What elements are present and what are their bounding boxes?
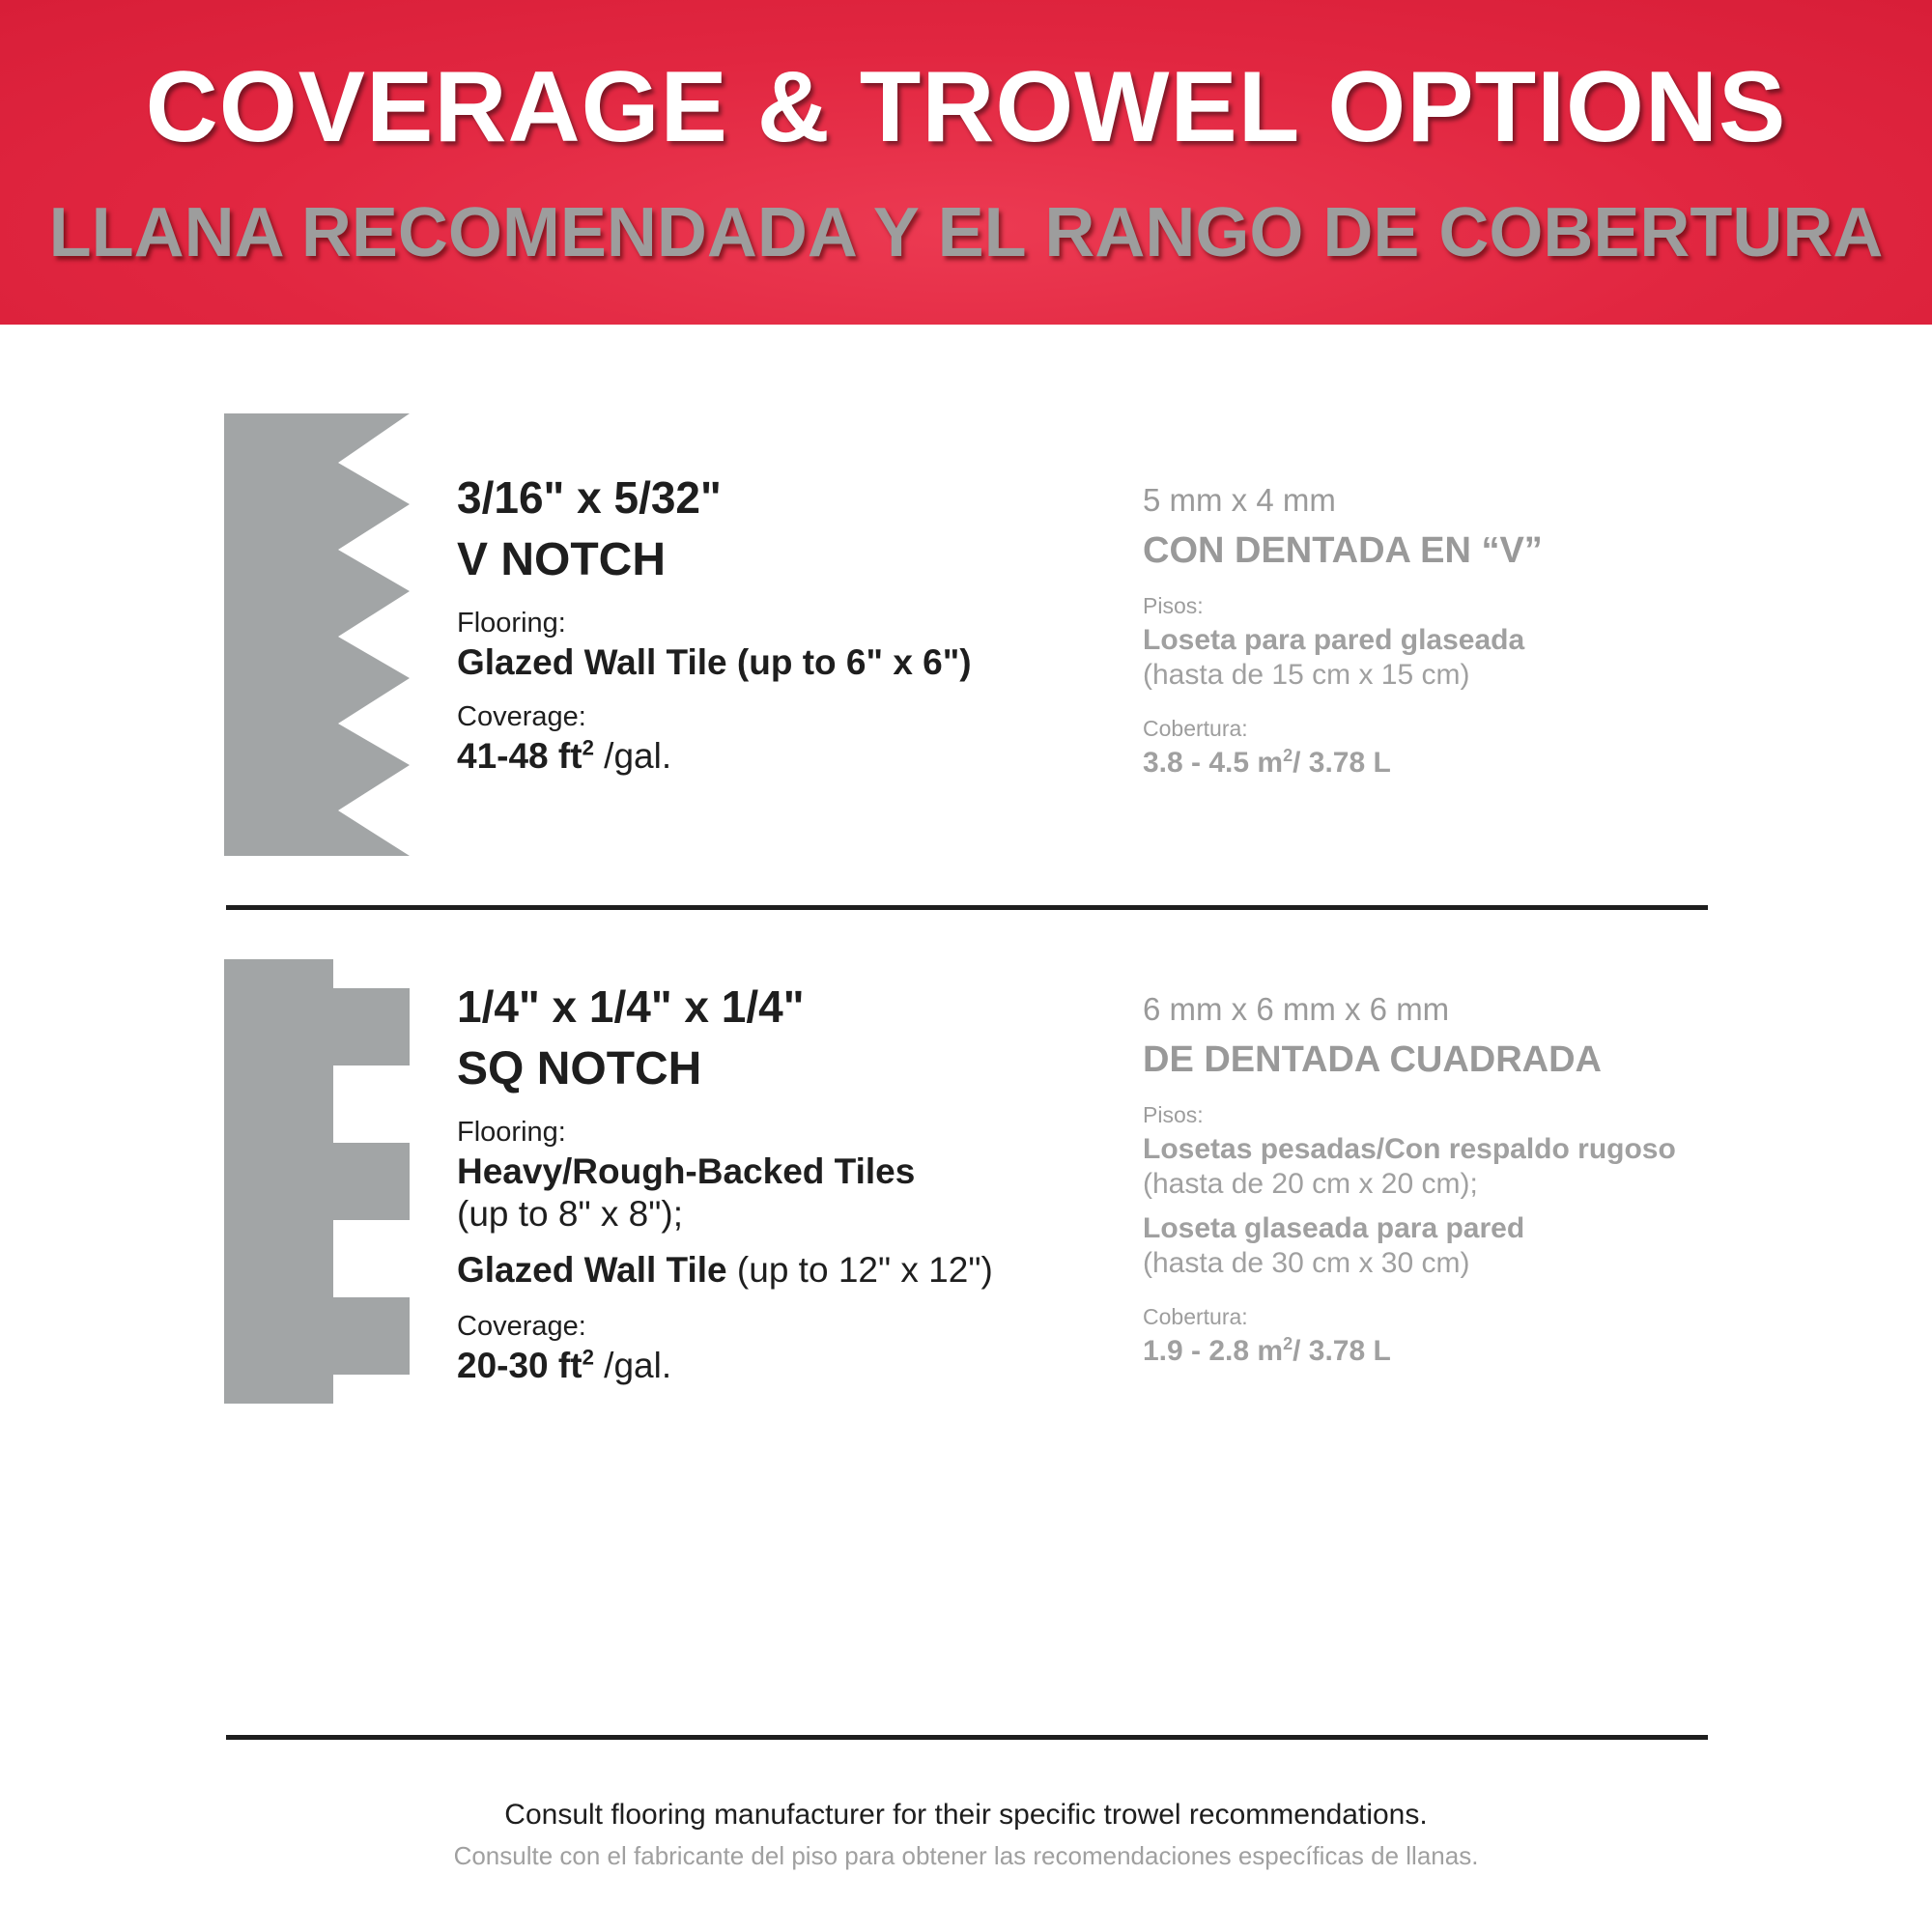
flooring-note-2-es: (hasta de 30 cm x 30 cm) bbox=[1143, 1247, 1470, 1279]
coverage-value-es: 3.8 - 4.5 $m^2/$ 3.78 L bbox=[1143, 746, 1391, 779]
flooring-value: Glazed Wall Tile (up to 6" x 6") bbox=[457, 642, 972, 682]
footer-divider bbox=[226, 1735, 1708, 1740]
option-sq-notch-en bbox=[457, 980, 993, 1387]
coverage-label: Coverage: bbox=[457, 1311, 586, 1342]
notch-type-es: CON DENTADA EN “V” bbox=[1143, 530, 1543, 571]
coverage-label: Coverage: bbox=[457, 701, 586, 732]
trowel-size: 1/4" x 1/4" x 1/4" bbox=[457, 981, 805, 1032]
page-subtitle: LLANA RECOMENDADA Y EL RANGO DE COBERTURA bbox=[48, 194, 1884, 271]
footer-note: Consult flooring manufacturer for their specific trowel recommendations. bbox=[504, 1799, 1428, 1831]
square-notch-trowel-icon bbox=[224, 959, 410, 1404]
coverage-value-es: 1.9 - 2.8 $m^2/$ 3.78 L bbox=[1143, 1334, 1391, 1367]
notch-type: SQ NOTCH bbox=[457, 1043, 702, 1094]
coverage-value: 41-48 $ft^2$ /gal. bbox=[457, 735, 672, 776]
flooring-label-es: Pisos: bbox=[1143, 593, 1204, 618]
flooring-label: Flooring: bbox=[457, 608, 566, 639]
trowel-size-es: 5 mm x 4 mm bbox=[1143, 482, 1336, 518]
v-notch-trowel-icon bbox=[224, 413, 410, 856]
notch-type-es: DE DENTADA CUADRADA bbox=[1143, 1039, 1602, 1080]
flooring-value-es: Loseta para pared glaseada bbox=[1143, 624, 1525, 656]
coverage-value: 20-30 $ft^2$ /gal. bbox=[457, 1345, 672, 1385]
header-banner bbox=[0, 0, 1932, 325]
flooring-value-1-es: Losetas pesadas/Con respaldo rugoso bbox=[1143, 1133, 1676, 1165]
section-divider bbox=[226, 905, 1708, 910]
trowel-size-es: 6 mm x 6 mm x 6 mm bbox=[1143, 991, 1450, 1027]
flooring-note-1-es: (hasta de 20 cm x 20 cm); bbox=[1143, 1168, 1478, 1200]
trowel-size: 3/16" x 5/32" bbox=[457, 472, 722, 523]
footer-note-es: Consulte con el fabricante del piso para obtener las recomendaciones específicas de llanas. bbox=[453, 1841, 1479, 1870]
flooring-note-es: (hasta de 15 cm x 15 cm) bbox=[1143, 659, 1470, 691]
option-sq-notch-es bbox=[1143, 991, 1676, 1369]
flooring-value-2: Glazed Wall Tile (up to 12" x 12") bbox=[457, 1250, 993, 1290]
notch-type: V NOTCH bbox=[457, 534, 666, 585]
flooring-value-1: Heavy/Rough-Backed Tiles bbox=[457, 1151, 916, 1191]
page-title: COVERAGE & TROWEL OPTIONS bbox=[145, 51, 1787, 163]
coverage-label-es: Cobertura: bbox=[1143, 1304, 1248, 1329]
flooring-note-1: (up to 8" x 8"); bbox=[457, 1194, 683, 1234]
option-v-notch-es bbox=[1143, 482, 1543, 781]
flooring-value-2-es: Loseta glaseada para pared bbox=[1143, 1212, 1525, 1244]
flooring-label-es: Pisos: bbox=[1143, 1102, 1204, 1127]
option-v-notch-en bbox=[457, 471, 972, 778]
flooring-label: Flooring: bbox=[457, 1117, 566, 1148]
coverage-label-es: Cobertura: bbox=[1143, 716, 1248, 741]
